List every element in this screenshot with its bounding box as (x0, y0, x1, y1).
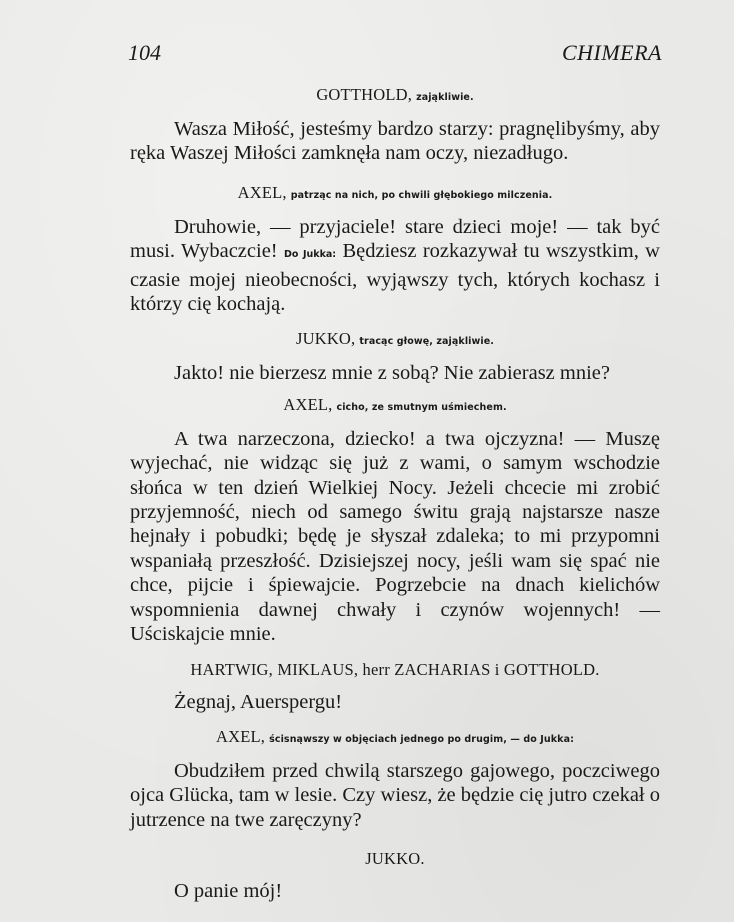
running-head (128, 40, 662, 70)
inline-stage-direction: Do Jukka: (284, 249, 337, 261)
page-number: 104 (128, 40, 161, 65)
speaker-heading (130, 394, 660, 419)
speaker-heading (130, 328, 660, 353)
stage-direction: ścisnąwszy w objęciach jednego po drugim, — do Jukka: (269, 733, 575, 745)
speaker-name: JUKKO, (295, 329, 356, 349)
stage-direction: cicho, ze smutnym uśmiechem. (336, 401, 507, 413)
speaker-name: AXEL, (237, 182, 287, 202)
speech-text: Druhowie, — przyjaciele! stare dzieci moje! — tak być musi. Wybaczcie! (130, 215, 660, 263)
speaker-name: AXEL, (215, 726, 266, 746)
speaker-heading (130, 848, 660, 871)
speaker-name: AXEL, (283, 394, 333, 414)
dialogue-text (130, 84, 660, 904)
speech-paragraph: A twa narzeczona, dziecko! a twa ojczyzna! — Muszę wyjechać, nie widząc się już z wami, o samym wschodzie słońca w ten dzień Wielkiej Nocy. Jeżeli chcecie mi zrobić przyjemność, niech od samego świtu grają najstarsze nasze hejnały i pobudki; będę je słyszał zdaleka; to mi przypomni wspaniałą przeszłość. Dzisiejszej nocy, jeśli wam się spać nie chce, pijcie i śpiewajcie. Pogrzebcie na dnach kielichów wspomnienia dawnej chwały i czynów wojennych! — Uściskajcie mnie. (130, 427, 660, 646)
speaker-heading (130, 182, 660, 207)
speech-paragraph (130, 215, 660, 317)
speech-paragraph: Jakto! nie bierzesz mnie z sobą? Nie zabierasz mnie? (174, 362, 610, 385)
speaker-heading (130, 84, 660, 109)
stage-direction: zająkliwie. (416, 92, 474, 103)
speaker-heading (130, 659, 660, 682)
speaker-heading (130, 726, 660, 751)
speaker-name: GOTTHOLD, (316, 85, 413, 104)
speech-paragraph: O panie mój! (174, 880, 283, 903)
speaker-name: HARTWIG, MIKLAUS, herr ZACHARIAS i GOTTHOLD. (190, 659, 600, 679)
speech-paragraph: Żegnaj, Auerspergu! (174, 690, 343, 713)
speech-paragraph: Wasza Miłość, jesteśmy bardzo starzy: pragnęlibyśmy, aby ręka Waszej Miłości zamknęła nam oczy, niezadługo. (130, 118, 660, 165)
stage-direction: tracąc głowę, zająkliwie. (359, 336, 495, 348)
speech-paragraph: Obudziłem przed chwilą starszego gajowego, poczciwego ojca Glücka, tam w lesie. Czy wiesz, że będzie cię jutro czekał o jutrzence na twe zaręczyny? (130, 759, 660, 831)
stage-direction: patrząc na nich, po chwili głębokiego milczenia. (290, 189, 553, 201)
speaker-name: JUKKO. (365, 849, 425, 869)
speech-text: Będziesz rozkazywał tu wszystkim, w czasie mojej nieobecności, wyjąwszy tych, których kochasz i którzy cię kochają. (130, 240, 660, 316)
running-title: CHIMERA (561, 40, 662, 65)
